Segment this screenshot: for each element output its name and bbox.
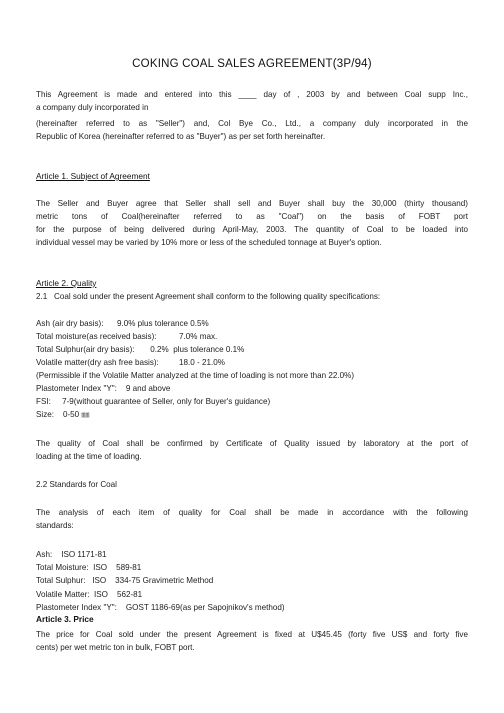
article-1-line-1: The Seller and Buyer agree that Seller shall sell and Buyer shall buy the 30,000 (thirty thousand) <box>36 199 468 208</box>
article-3-line-1: The price for Coal sold under the present Agreement is fixed at U$45.45 (forty five US$ and forty five <box>36 630 468 639</box>
intro-line-4: Republic of Korea (hereinafter referred to as "Buyer") as per set forth hereinafter. <box>36 132 326 141</box>
intro-line-3: (hereinafter referred to as "Seller") and, Col Bye Co., Ltd., a company duly incorporated in the <box>36 119 468 128</box>
article-1-line-3: for the purpose of being delivered during April-May, 2003. The quantity of Coal to be loaded into <box>36 225 468 234</box>
intro-line-2: a company duly incorporated in <box>36 103 149 112</box>
standard-volatile-matter: Volatile Matter: ISO 562-81 <box>36 590 143 599</box>
spec-ash: Ash (air dry basis): 9.0% plus tolerance 0.5% <box>36 319 209 328</box>
article-1-heading: Article 1. Subject of Agreement <box>36 171 150 181</box>
article-3-line-2: cents) per wet metric ton in bulk, FOBT port. <box>36 643 195 652</box>
spec-volatile-matter: Volatile matter(dry ash free basis): 18.0 - 21.0% <box>36 358 225 367</box>
intro-line-1: This Agreement is made and entered into this ____ day of , 2003 by and between Coal supp Inc., <box>36 90 468 99</box>
spec-fsi: FSI: 7-9(without guarantee of Seller, only for Buyer's guidance) <box>36 397 271 406</box>
article-1-line-2: metric tons of Coal(hereinafter referred to as "Coal") on the basis of FOBT port <box>36 212 468 221</box>
spec-total-sulphur: Total Sulphur(air dry basis): 0.2% plus tolerance 0.1% <box>36 345 245 354</box>
spec-size: Size: 0-50 ㎜ <box>36 410 90 419</box>
standards-line-2: standards: <box>36 521 74 530</box>
certificate-line-1: The quality of Coal shall be confirmed by Certificate of Quality issued by laboratory at the port of <box>36 439 468 448</box>
article-2-heading: Article 2. Quality <box>36 278 97 288</box>
standard-total-moisture: Total Moisture: ISO 589-81 <box>36 563 142 572</box>
standards-line-1: The analysis of each item of quality for Coal shall be made in accordance with the following <box>36 508 468 517</box>
spec-volatile-note: (Permissible if the Volatile Matter analyzed at the time of loading is not more than 22.0%) <box>36 371 355 380</box>
standard-ash: Ash: ISO 1171-81 <box>36 550 107 559</box>
article-2-sub-2: 2.2 Standards for Coal <box>36 480 117 489</box>
article-2-sub-1: 2.1 Coal sold under the present Agreement shall conform to the following quality specifications: <box>36 292 381 301</box>
article-1-line-4: individual vessel may be varied by 10% more or less of the scheduled tonnage at Buyer's option. <box>36 238 382 247</box>
certificate-line-2: loading at the time of loading. <box>36 452 142 461</box>
document-title: COKING COAL SALES AGREEMENT(3P/94) <box>132 58 372 70</box>
standard-plastometer: Plastometer Index "Y": GOST 1186-69(as per Sapojnikov's method) <box>36 603 285 612</box>
article-3-heading: Article 3. Price <box>36 614 94 624</box>
standard-total-sulphur: Total Sulphur: ISO 334-75 Gravimetric Method <box>36 576 214 585</box>
spec-plastometer: Plastometer Index "Y": 9 and above <box>36 384 171 393</box>
spec-total-moisture: Total moisture(as received basis): 7.0% max. <box>36 332 218 341</box>
